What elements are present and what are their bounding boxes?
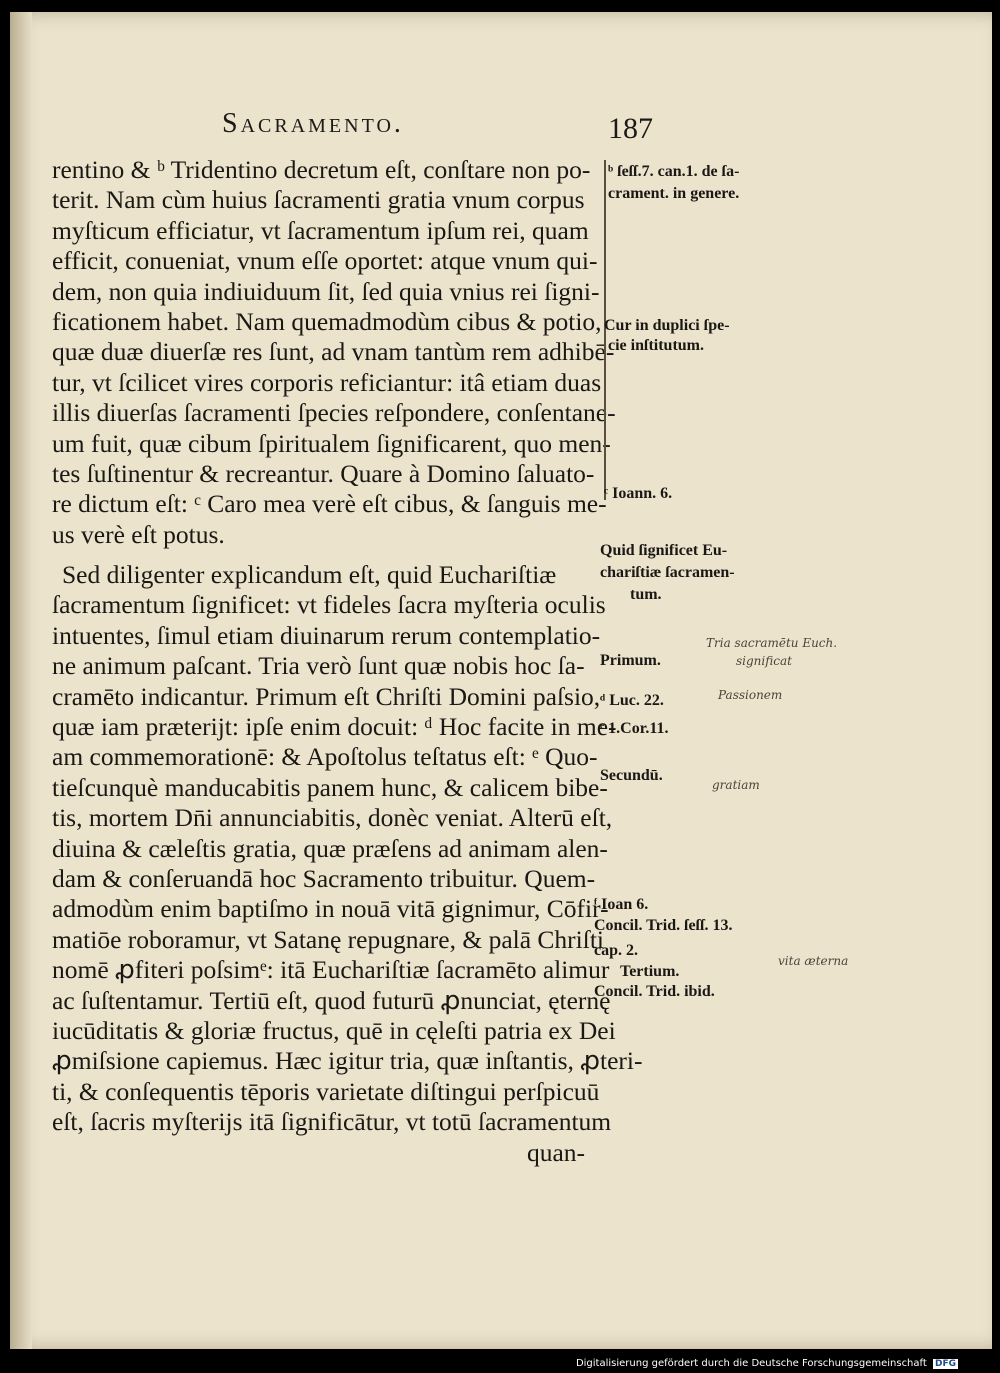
dfg-logo: DFG: [934, 1359, 956, 1369]
text-line: quæ duæ diuerſæ res ſunt, ad vnam tantùm rem adhibē-: [52, 337, 615, 367]
text-line: tieſcunquè manducabitis panem hunc, & calicem bibe-: [52, 772, 608, 802]
text-line: tur, vt ſcilicet vires corporis reficiantur: itâ etiam duas: [52, 367, 602, 397]
margin-note: Quid ſignificet Eu-: [600, 542, 728, 559]
text-line: iucūditatis & gloriæ fructus, quē in cęleſti patria ex Dei: [52, 1015, 616, 1045]
text-line: intuentes, ſimul etiam diuinarum rerum contemplatio-: [52, 620, 601, 650]
running-head: Sacramento.: [222, 108, 404, 139]
text-line: us verè eſt potus.: [52, 519, 225, 549]
text-line: myſticum efficiatur, vt ſacramentum ipſum rei, quam: [52, 215, 589, 245]
text-line: tis, mortem Dn̄i annunciabitis, donèc veniat. Alterū eſt,: [52, 803, 613, 833]
credit-text: Digitalisierung gefördert durch die Deutsche Forschungsgemeinschaft: [575, 1358, 927, 1369]
digitization-credit: [576, 1358, 958, 1369]
text-line: terit. Nam cùm huius ſacramenti gratia vnum corpus: [52, 185, 585, 215]
text-line: um fuit, quæ cibum ſpiritualem ſignificarent, quo men-: [52, 428, 611, 458]
text-line: ne animum paſcant. Tria verò ſunt quæ nobis hoc ſa-: [52, 651, 585, 681]
text-line: rentino & ᵇ Tridentino decretum eſt, conſtare non po-: [52, 155, 591, 184]
margin-note: crament. in genere.: [608, 185, 740, 202]
catchword: quan-: [526, 1137, 585, 1167]
paragraph-start-line: Sed diligenter explicandum eſt, quid Euchariſtiæ: [62, 560, 557, 590]
handwritten-annotation: Tria sacramētu Euch.: [706, 636, 838, 650]
text-line: ti, & conſequentis tēporis varietate diſtingui perſpicuū: [52, 1076, 600, 1106]
text-line: diuina & cæleſtis gratia, quæ præſens ad animam alen-: [52, 833, 608, 863]
text-line: tes ſuſtinentur & recreantur. Quare à Domino ſaluato-: [52, 458, 595, 488]
margin-note: ᵉ 1.Cor.11.: [600, 720, 669, 737]
page-spine: [10, 12, 32, 1349]
text-line: admodùm enim baptiſmo in nouā vitā gignimur, Cōfir-: [52, 894, 609, 924]
margin-note: Secundū.: [600, 767, 663, 784]
text-line: ꝓmiſsione capiemus. Hæc igitur tria, quæ inſtantis, ꝓteri-: [52, 1046, 643, 1076]
text-line: matiōe roboramur, vt Satanę repugnare, & palā Chriſti: [52, 924, 605, 954]
text-line: ac ſuſtentamur. Tertiū eſt, quod futurū ꝓnunciat, ęternę: [52, 985, 611, 1015]
text-line: ficationem habet. Nam quemadmodùm cibus & potio,: [52, 306, 602, 336]
text-line: dem, non quia indiuiduum ſit, ſed quia vnius rei ſigni-: [52, 276, 600, 306]
margin-note: cie inſtitutum.: [608, 337, 704, 354]
text-line: ſacramentum ſignificet: vt fideles ſacra myſteria oculis: [52, 590, 606, 620]
margin-note: Cur in duplici ſpe-: [604, 317, 730, 334]
margin-note: ᶠ Ioan 6.: [594, 896, 649, 913]
text-line: nomē ꝓfiteri poſsimᵉ: itā Euchariſtiæ ſacramēto alimur: [52, 955, 610, 985]
margin-note: ᵇ ſeſſ.7. can.1. de ſa-: [608, 163, 740, 180]
text-line: dam & conſeruandā hoc Sacramento tribuitur. Quem-: [52, 863, 596, 893]
margin-note: Primum.: [600, 652, 661, 669]
text-line: illis diuerſas ſacramenti ſpecies reſpondere, conſentane-: [52, 398, 616, 428]
margin-note: Tertium.: [620, 963, 680, 980]
text-line: eſt, ſacris myſterijs itā ſignificātur, vt totū ſacramentum: [52, 1107, 612, 1137]
margin-note: Concil. Trid. ſeſſ. 13.: [594, 917, 733, 934]
handwritten-annotation: vita æterna: [778, 954, 849, 968]
margin-note: ᶜ Ioann. 6.: [604, 485, 673, 502]
margin-note: Concil. Trid. ibid.: [594, 983, 715, 1000]
text-line: quæ iam præterijt: ipſe enim docuit: ᵈ Hoc facite in me-: [52, 712, 617, 742]
margin-note: cap. 2.: [594, 942, 638, 959]
text-line: efficit, conueniat, vnum eſſe oportet: atque vnum qui-: [52, 246, 598, 276]
text-line: re dictum eſt: ᶜ Caro mea verè eſt cibus, & ſanguis me-: [52, 489, 607, 519]
page-number: 187: [608, 112, 653, 145]
text-line: cramēto indicantur. Primum eſt Chriſti Domini paſsio,: [52, 681, 601, 711]
handwritten-annotation: Passionem: [718, 688, 783, 702]
margin-note: ᵈ Luc. 22.: [600, 692, 664, 709]
handwritten-annotation: gratiam: [712, 778, 760, 792]
text-line: am commemorationē: & Apoſtolus teſtatus eſt: ᵉ Quo-: [52, 742, 598, 772]
margin-note: tum.: [630, 586, 662, 603]
margin-note: chariſtiæ ſacramen-: [600, 564, 735, 581]
handwritten-annotation: significat: [736, 654, 792, 668]
